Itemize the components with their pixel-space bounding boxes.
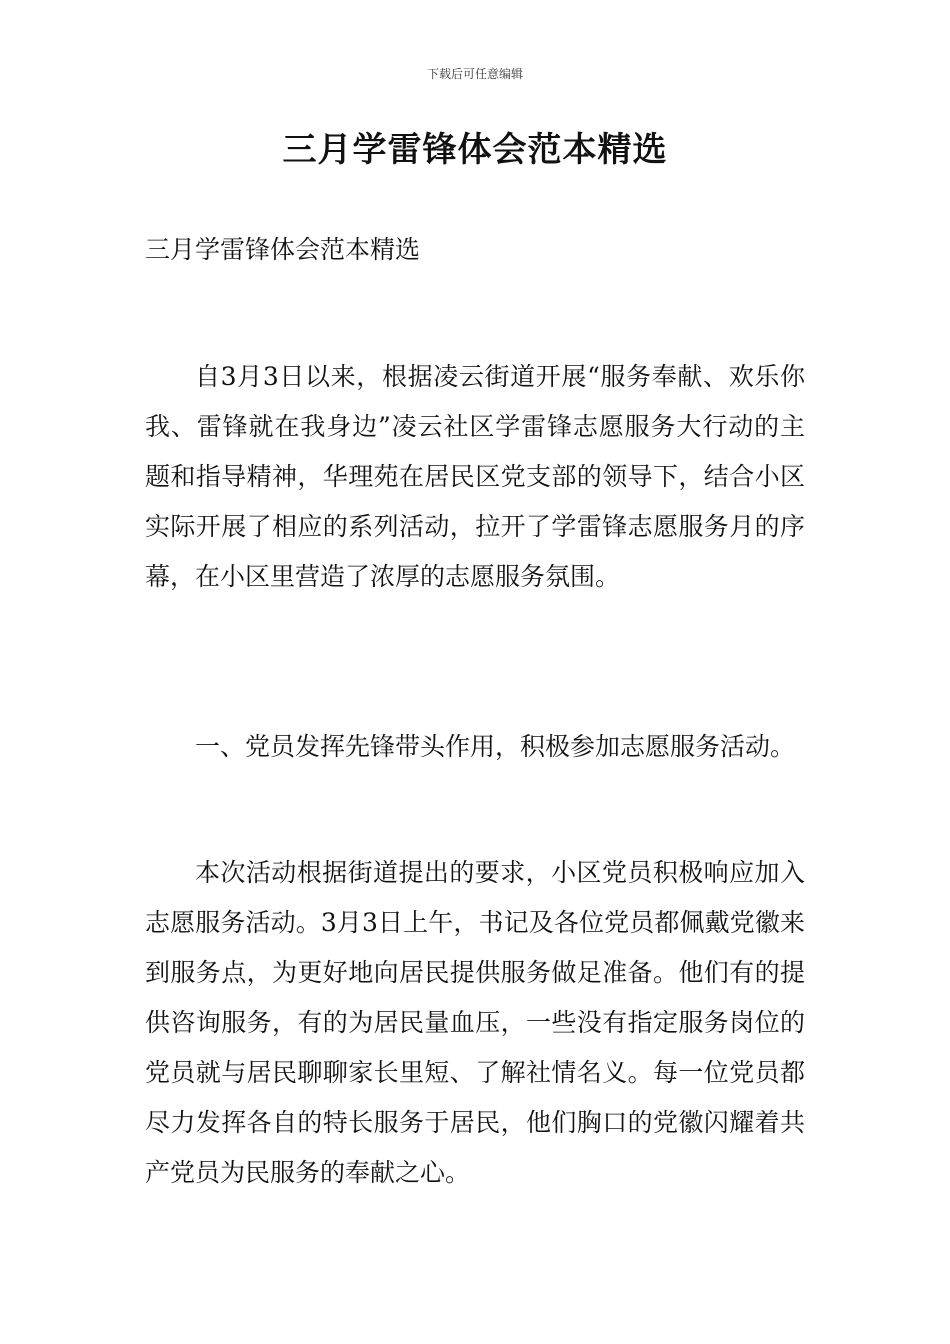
document-subtitle: 三月学雷锋体会范本精选 <box>145 235 421 264</box>
intro-paragraph: 自3月3日以来，根据凌云街道开展“服务奉献、欢乐你我、雷锋就在我身边”凌云社区学雷锋志愿服务大行动的主题和指导精神，华理苑在居民区党支部的领导下，结合小区实际开展了相应的系列活动，拉开了学雷锋志愿服务月的序幕，在小区里营造了浓厚的志愿服务氛围。 <box>145 362 805 591</box>
document-title: 三月学雷锋体会范本精选 <box>282 130 668 170</box>
section-heading: 一、党员发挥先锋带头作用，积极参加志愿服务活动。 <box>195 732 796 761</box>
body-paragraph: 本次活动根据街道提出的要求，小区党员积极响应加入志愿服务活动。3月3日上午，书记及各位党员都佩戴党徽来到服务点，为更好地向居民提供服务做足准备。他们有的提供咨询服务，有的为居民量血压，一些没有指定服务岗位的党员就与居民聊聊家长里短、了解社情名义。每一位党员都尽力发挥各自的特长服务于居民，他们胸口的党徽闪耀着共产党员为民服务的奉献之心。 <box>145 858 805 1187</box>
header-note: 下载后可任意编辑 <box>426 67 523 81</box>
